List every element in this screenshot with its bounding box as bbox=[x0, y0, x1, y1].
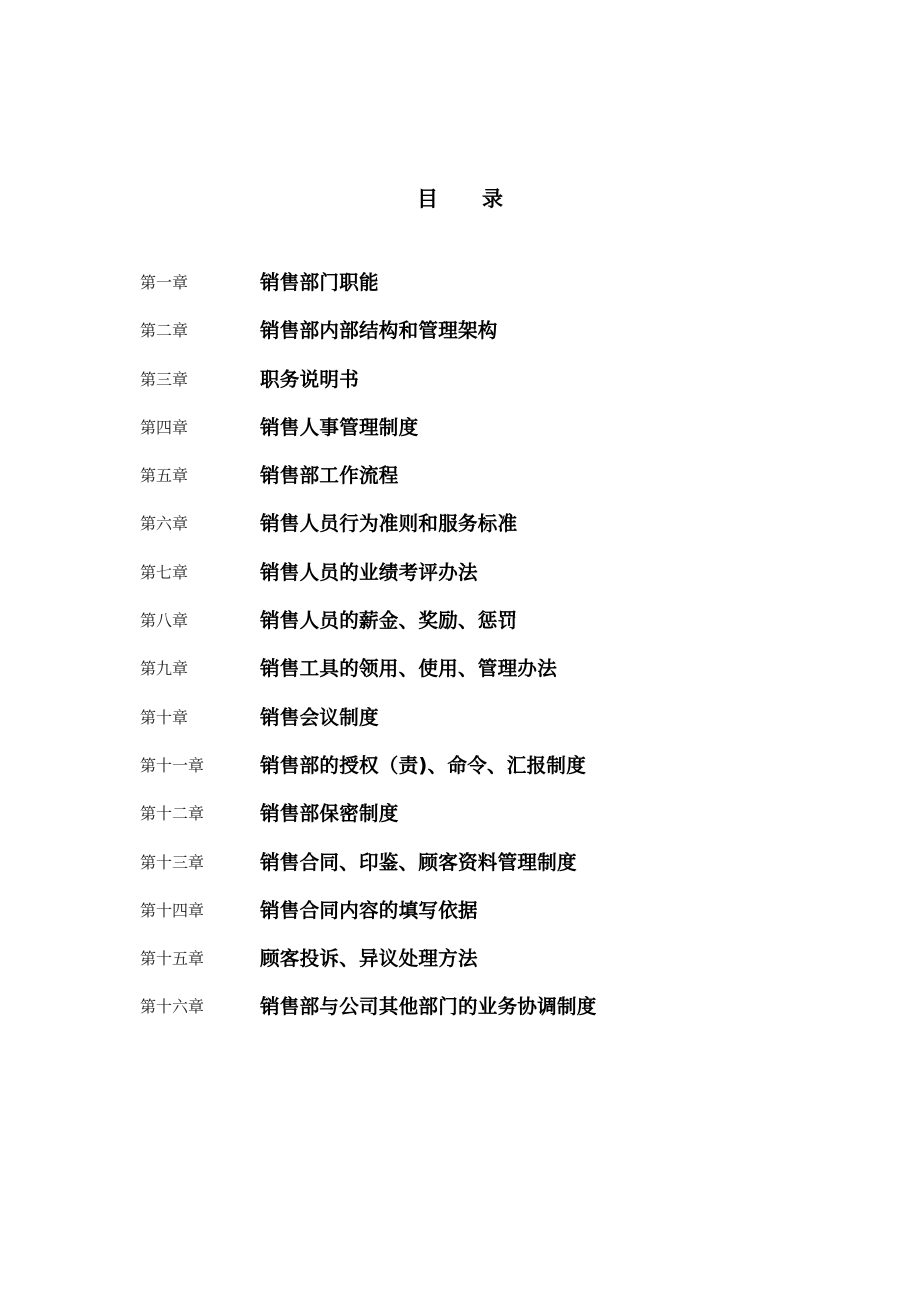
toc-entry-12 bbox=[140, 797, 840, 845]
toc-heading bbox=[0, 184, 920, 214]
chapter-number: 第九章 bbox=[140, 659, 189, 679]
toc-entry-10 bbox=[140, 701, 840, 749]
chapter-number: 第二章 bbox=[140, 321, 189, 341]
table-of-contents bbox=[140, 266, 840, 1039]
toc-entry-5 bbox=[140, 459, 840, 507]
toc-entry-16 bbox=[140, 990, 840, 1038]
chapter-title: 销售部门职能 bbox=[260, 271, 379, 294]
chapter-title: 销售部内部结构和管理架构 bbox=[260, 319, 498, 343]
chapter-number: 第十五章 bbox=[140, 949, 205, 969]
toc-entry-14 bbox=[140, 894, 840, 942]
chapter-title: 销售人事管理制度 bbox=[260, 415, 419, 439]
chapter-number: 第十章 bbox=[140, 707, 189, 727]
chapter-number: 第五章 bbox=[140, 466, 189, 486]
chapter-title: 销售会议制度 bbox=[260, 705, 379, 729]
toc-entry-2 bbox=[140, 314, 840, 362]
toc-entry-8 bbox=[140, 604, 840, 652]
chapter-title: 销售部的授权（责)、命令、汇报制度 bbox=[260, 753, 587, 777]
chapter-title: 顾客投诉、异议处理方法 bbox=[260, 947, 478, 971]
chapter-number: 第十一章 bbox=[140, 755, 205, 775]
chapter-number: 第七章 bbox=[140, 562, 189, 582]
chapter-title: 销售人员行为准则和服务标准 bbox=[260, 512, 518, 536]
chapter-title: 销售人员的业绩考评办法 bbox=[260, 560, 478, 584]
toc-heading-char-2: 录 bbox=[482, 187, 503, 211]
toc-entry-11 bbox=[140, 749, 840, 797]
chapter-number: 第十六章 bbox=[140, 997, 205, 1017]
chapter-title: 职务说明书 bbox=[260, 367, 360, 391]
chapter-title: 销售部保密制度 bbox=[260, 802, 399, 826]
chapter-number: 第四章 bbox=[140, 417, 189, 437]
chapter-number: 第三章 bbox=[140, 369, 189, 389]
toc-entry-4 bbox=[140, 411, 840, 459]
chapter-title: 销售部工作流程 bbox=[260, 464, 399, 488]
chapter-number: 第十三章 bbox=[140, 852, 205, 872]
chapter-title: 销售人员的薪金、奖励、惩罚 bbox=[260, 609, 518, 633]
toc-entry-15 bbox=[140, 942, 840, 990]
toc-entry-7 bbox=[140, 556, 840, 604]
chapter-title: 销售部与公司其他部门的业务协调制度 bbox=[260, 995, 597, 1019]
toc-entry-3 bbox=[140, 363, 840, 411]
chapter-number: 第一章 bbox=[140, 273, 189, 292]
chapter-number: 第六章 bbox=[140, 514, 189, 534]
chapter-number: 第十四章 bbox=[140, 900, 205, 920]
chapter-title: 销售合同、印鉴、顾客资料管理制度 bbox=[260, 850, 577, 874]
chapter-title: 销售工具的领用、使用、管理办法 bbox=[260, 657, 558, 681]
toc-entry-13 bbox=[140, 846, 840, 894]
toc-entry-1 bbox=[140, 266, 840, 314]
toc-entry-9 bbox=[140, 652, 840, 700]
toc-entry-6 bbox=[140, 507, 840, 555]
chapter-number: 第八章 bbox=[140, 611, 189, 631]
chapter-title: 销售合同内容的填写依据 bbox=[260, 898, 478, 922]
chapter-number: 第十二章 bbox=[140, 804, 205, 824]
toc-heading-char-1: 目 bbox=[417, 187, 438, 211]
